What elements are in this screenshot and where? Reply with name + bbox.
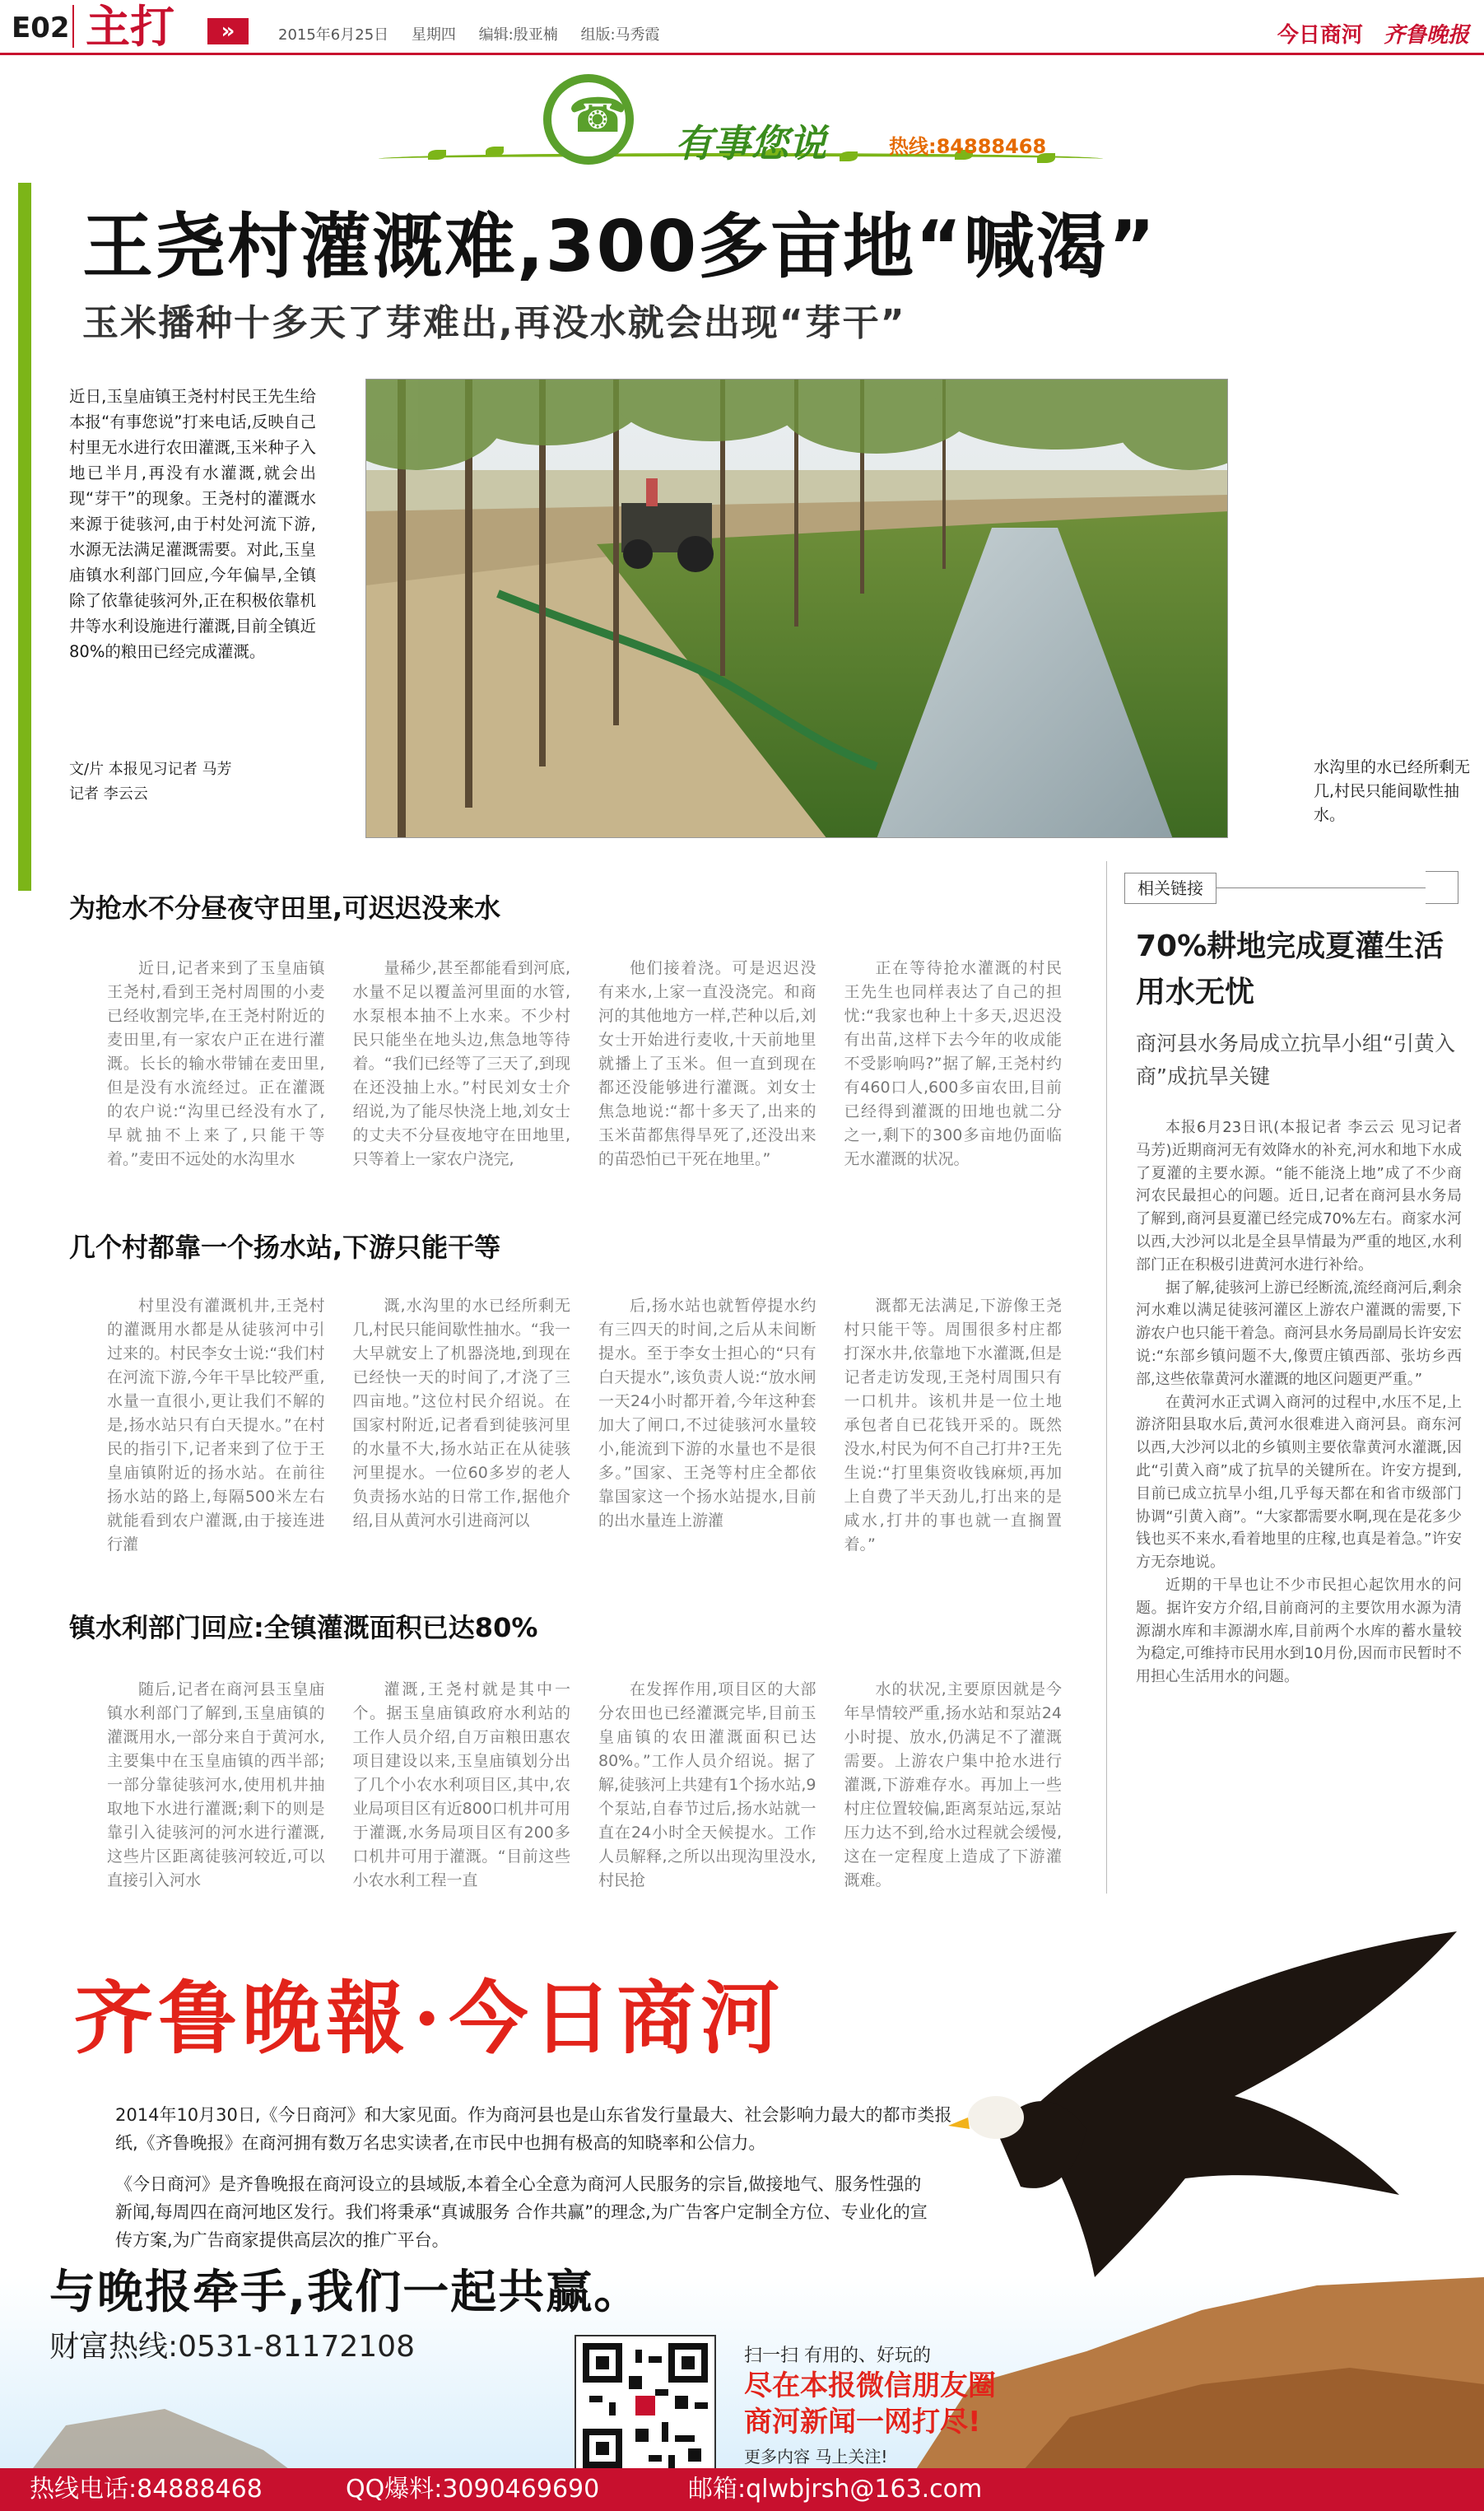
ad-brand-right: 今日商河 <box>449 1972 785 2065</box>
scan-headline <box>744 2368 996 2440</box>
lead-paragraph: 近日,玉皇庙镇王尧村村民王先生给本报“有事您说”打来电话,反映自己村里无水进行农田灌溉,玉米种子入地已半月,再没有水灌溉,就会出现“芽干”的现象。王尧村的灌溉水来源于徒骇河,由于村处河流下游,水源无法满足灌溉需要。对此,玉皇庙镇水利部门回应,今年偏旱,全镇除了依靠徒骇河外,正在积极依靠机井等水利设施进行灌溉,目前全镇近80%的粮田已经完成灌溉。 <box>69 387 316 661</box>
editor-credit: 编辑:殷亚楠 <box>478 26 558 44</box>
section-1-column: 近日,记者来到了玉皇庙镇王尧村,看到王尧村周围的小麦已经收割完毕,在王尧村附近的麦田里,有一家农户正在进行灌溉。长长的输水带铺在麦田里,但是没有水流经过。正在灌溉的农户说:“沟里已经没有水了,早就抽不上来了,只能干等着。”麦田不远处的水沟里水 <box>107 959 325 1168</box>
section-3-column: 水的状况,主要原因就是今年旱情较严重,扬水站和泵站24小时提、放水,仍满足不了灌溉需要。上游农户集中抢水进行灌溉,下游难存水。再加上一些村庄位置较偏,距离泵站远,泵站压力达不到,给水过程就会缓慢,这在一定程度上造成了下游灌溉难。 <box>844 1680 1062 1889</box>
scan-line-2: 商河新闻一网打尽! <box>744 2406 981 2439</box>
hotline-number: 热线:84888468 <box>889 135 1047 158</box>
section-1-heading: 为抢水不分昼夜守田里,可迟迟没来水 <box>69 892 501 924</box>
ad-contact-bar <box>0 2468 1484 2511</box>
section-3-column: 在发挥作用,项目区的大部分农田也已经灌溉完毕,目前玉皇庙镇的农田灌溉面积已达80%。”工作人员介绍说。据了解,徒骇河上共建有1个扬水站,9个泵站,自春节过后,扬水站就一直在24小时全天候提水。工作人员解释,之所以出现沟里没水,村民抢 <box>598 1680 816 1889</box>
ad-email[interactable]: 邮箱:qlwbjrsh@163.com <box>688 2475 983 2504</box>
hotline-title: 有事您说 <box>675 121 826 165</box>
headline: 王尧村灌溉难,300多亩地“喊渴” <box>82 206 1157 288</box>
issue-weekday: 星期四 <box>411 26 456 44</box>
leaf-icon <box>840 151 858 161</box>
header-rule <box>0 53 1484 55</box>
ad-brand-dot: · <box>413 1972 446 2065</box>
byline-line-2: 记者 李云云 <box>69 785 148 803</box>
scan-line-1: 尽在本报微信朋友圈 <box>744 2369 996 2402</box>
qr-code[interactable] <box>575 2335 716 2476</box>
section-2-heading: 几个村都靠一个扬水站,下游只能干等 <box>69 1232 501 1263</box>
sidebar-subtitle: 商河县水务局成立抗旱小组“引黄入商”成抗旱关键 <box>1136 1032 1455 1088</box>
sidebar-tag-rule <box>1217 887 1426 888</box>
section-1-column: 正在等待抢水灌溉的村民王先生也同样表达了自己的担忧:“我家也种上十多天,迟迟没有出苗,这样下去今年的收成能不受影响吗?”据了解,王尧村约有460口人,600多亩农田,目前已经得到灌溉的田地也就二分之一,剩下的300多亩地仍面临无水灌溉的状况。 <box>844 959 1062 1168</box>
eagle-head <box>968 2096 1024 2139</box>
leaf-icon <box>486 147 504 156</box>
page-number: E02 <box>12 12 70 44</box>
byline-line-1: 文/片 本报见习记者 马芳 <box>69 761 232 778</box>
brand-name: 今日商河 <box>1277 23 1363 48</box>
headline-accent-bar <box>18 183 31 891</box>
qr-code-icon <box>576 2336 714 2475</box>
ad-qq: QQ爆料:3090469690 <box>346 2475 600 2504</box>
leaf-icon <box>428 150 446 160</box>
section-3-column: 随后,记者在商河县玉皇庙镇水利部门了解到,玉皇庙镇的灌溉用水,一部分来自于黄河水,主要集中在玉皇庙镇的西半部;一部分靠徒骇河水,使用机井抽取地下水进行灌溉;剩下的则是靠引入徒骇河的河水进行灌溉,这些片区距离徒骇河较近,可以直接引入河水 <box>107 1680 325 1889</box>
section-name: 主打 <box>86 1 174 53</box>
sidebar-paragraph: 据了解,徒骇河上游已经断流,流经商河后,剩余河水难以满足徒骇河灌区上游农户灌溉的需要,下游农户也只能干着急。商河县水务局副局长许安宏说:“东部乡镇问题不大,像贾庄镇西部、张坊乡西部,这些依靠黄河水灌溉的地区问题更严重。” <box>1136 1279 1462 1388</box>
section-2-column: 村里没有灌溉机井,王尧村的灌溉用水都是从徒骇河中引过来的。村民李女士说:“我们村在河流下游,今年干旱比较严重,水量一直很小,更让我们不解的是,扬水站只有白天提水。”在村民的指引下,记者来到了位于王皇庙镇附近的扬水站。在前往扬水站的路上,每隔500米左右就能看到农户灌溉,由于接连进行灌 <box>107 1297 325 1554</box>
subheadline: 玉米播种十多天了芽难出,再没水就会出现“芽干” <box>82 302 906 344</box>
header-divider <box>72 5 74 48</box>
sidebar-paragraph: 本报6月23日讯(本报记者 李云云 见习记者 马芳)近期商河无有效降水的补充,河水和地下水成了夏灌的主要水源。“能不能浇上地”成了不少商河农民最担心的问题。近日,记者在商河县水务局了解到,商河县夏灌已经完成70%左右。商家水河以西,大沙河以北是全县旱情最为严重的地区,水利部门正在积极引进黄河水进行补给。 <box>1136 1119 1462 1274</box>
section-2-column: 溉,水沟里的水已经所剩无几,村民只能间歇性抽水。“我一大早就安上了机器浇地,到现在已经快一天的时间了,才浇了三四亩地。”这位村民介绍说。在国家村附近,记者看到徒骇河里的水量不大,扬水站正在从徒骇河里提水。一位60多岁的老人负责扬水站的日常工作,据他介绍,目从黄河水引进商河以 <box>352 1297 570 1530</box>
advertisement <box>0 1923 1484 2511</box>
ad-brand-logo <box>74 1956 784 2069</box>
telephone-icon <box>543 74 634 165</box>
section-2-body <box>107 1294 1062 1557</box>
sidebar-tag-bracket <box>1426 871 1458 904</box>
section-1-column: 量稀少,甚至都能看到河底,水量不足以覆盖河里面的水管,水泵根本抽不上水来。不少村民只能坐在地头边,焦急地等待着。“我们已经等了三天了,到现在还没抽上水。”村民刘女士介绍说,为了能尽快浇上地,刘女士的丈夫不分昼夜地守在田地里,只等着上一家农户浇完, <box>352 959 570 1168</box>
hotline-banner <box>379 74 1119 181</box>
sidebar-paragraph: 在黄河水正式调入商河的过程中,水压不足,上游济阳县取水后,黄河水很难进入商河县。商东河以西,大沙河以北的乡镇则主要依靠黄河水灌溉,因此“引黄入商”成了抗旱的关键所在。许安方提到,目前已成立抗旱小组,几乎每天都在和省市级部门协调“引黄入商”。“大家都需要水啊,现在是花多少钱也买不来水,看着地里的庄稼,也真是着急。”许安方无奈地说。 <box>1136 1393 1462 1572</box>
byline <box>69 757 316 807</box>
eagle-wing <box>1029 1931 1457 2277</box>
sidebar-divider <box>1106 861 1107 1894</box>
ad-brand-left: 齐鲁晚報 <box>74 1972 410 2065</box>
brand-script-logo: 齐鲁晚报 <box>1383 23 1469 48</box>
ad-phone: 财富热线:0531-81172108 <box>49 2330 415 2364</box>
ad-slogan: 与晚报牵手,我们一起共赢。 <box>49 2266 642 2319</box>
sidebar-title: 70%耕地完成夏灌生活用水无忧 <box>1136 929 1444 1009</box>
section-3-column: 灌溉,王尧村就是其中一个。据玉皇庙镇政府水利站的工作人员介绍,自万亩粮田惠农项目建设以来,玉皇庙镇划分出了几个小农水利项目区,其中,农业局项目区有近800口机井可用于灌溉,水务局项目区有200多口机井可用于灌溉。“目前这些小农水利工程一直 <box>352 1680 570 1889</box>
section-3-heading: 镇水利部门回应:全镇灌溉面积已达80% <box>69 1612 538 1643</box>
sidebar-tag: 相关链接 <box>1124 873 1217 904</box>
header-brand <box>1277 18 1469 49</box>
section-arrow-icon: » <box>207 18 249 44</box>
scan-intro: 扫一扫 有用的、好玩的 <box>744 2346 931 2366</box>
photo-caption: 水沟里的水已经所剩无几,村民只能间歇性抽水。 <box>1314 758 1471 824</box>
layout-credit: 组版:马秀霞 <box>580 26 660 44</box>
ad-paragraph-2: 《今日商河》是齐鲁晚报在商河设立的县域版,本着全心全意为商河人民服务的宗旨,做接地气、服务性强的新闻,每周四在商河地区发行。我们将秉承“真诚服务 合作共赢”的理念,为广告客户定制全方位、专业化的宣传方案,为广告商家提供高层次的推广平台。 <box>115 2174 928 2250</box>
field-ditch-photo <box>366 380 1228 838</box>
section-2-column: 溉都无法满足,下游像王尧村只能干等。周围很多村庄都打深水井,依靠地下水灌溉,但是记者走访发现,王尧村周围只有一口机井。该机井是一位土地承包者自已花钱开采的。既然没水,村民为何不自己打井?王先生说:“打里集资收钱麻烦,再加上自费了半天劲儿,打出来的是咸水,打井的事也就一直搁置着。” <box>844 1297 1062 1554</box>
news-photo <box>365 379 1228 838</box>
section-3-body <box>107 1678 1062 1893</box>
issue-date: 2015年6月25日 <box>278 26 389 44</box>
section-1-column: 他们接着浇。可是迟迟没有来水,上家一直没浇完。和商河的其他地方一样,芒种以后,刘女士开始进行麦收,十天前地里就播上了玉米。但一直到现在都还没能够进行灌溉。刘女士焦急地说:“都十多天了,出来的玉米苗都焦得旱死了,还没出来的苗恐怕已干死在地里。” <box>598 959 816 1168</box>
page-header <box>0 0 1484 51</box>
sidebar-body <box>1136 1116 1462 1689</box>
sidebar-paragraph: 近期的干旱也让不少市民担心起饮用水的问题。据许安方介绍,目前商河的主要饮用水源为清源湖水库和丰源湖水库,目前两个水库的蓄水量较为稳定,可维持市民用水到10月份,因而市民暂时不用担心生活用水的问题。 <box>1136 1576 1462 1686</box>
scan-more: 更多内容 马上关注! <box>744 2447 888 2467</box>
header-meta <box>278 23 678 44</box>
section-1-body <box>107 957 1062 1172</box>
section-2-column: 后,扬水站也就暂停提水约有三四天的时间,之后从未间断提水。至于李女士担心的“只有白天提水”,该负责人说:“放水闸一天24小时都开着,今年这种套加大了闸口,不过徒骇河水量较小,能流到下游的水量也不是很多。”国家、王尧等村庄全都依靠国家这一个扬水站提水,目前的出水量连上游灌 <box>598 1297 816 1530</box>
ad-hotline: 热线电话:84888468 <box>30 2475 263 2504</box>
ad-paragraph-1: 2014年10月30日,《今日商河》和大家见面。作为商河县也是山东省发行量最大、社会影响力最大的都市类报纸,《齐鲁晚报》在商河拥有数万名忠实读者,在市民中也拥有极高的知晓率和公信力。 <box>115 2105 952 2153</box>
